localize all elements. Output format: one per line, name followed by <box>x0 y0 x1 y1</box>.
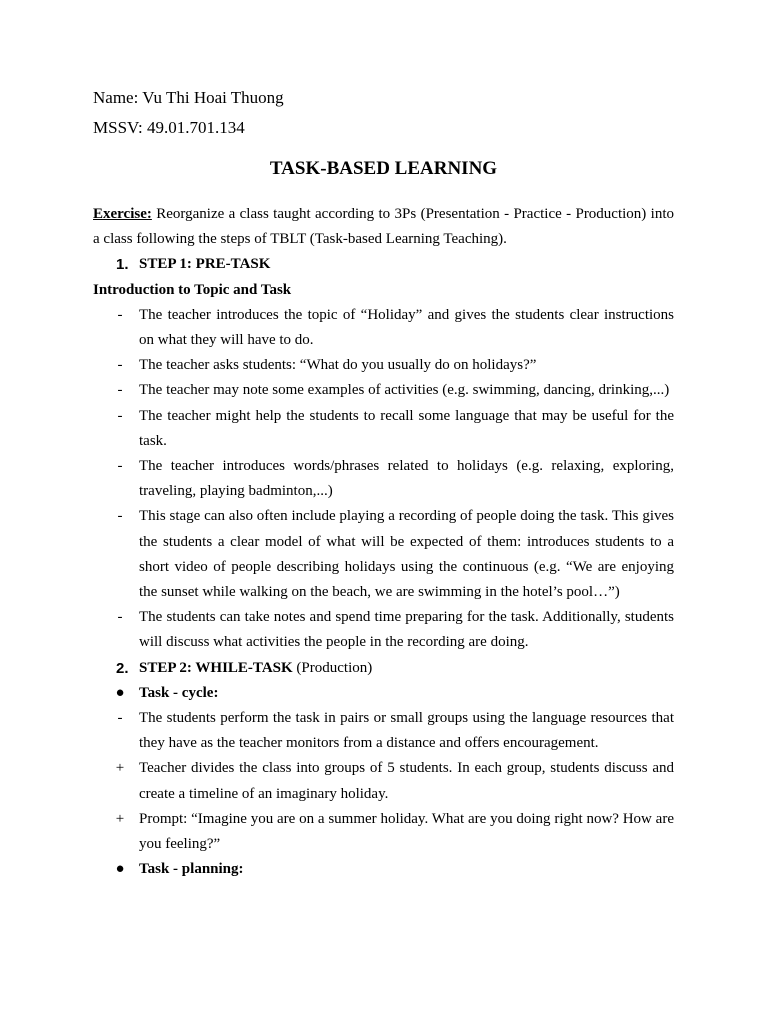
document-body <box>93 202 674 882</box>
list-marker: - <box>117 382 123 399</box>
list-marker: - <box>117 458 123 475</box>
list-marker: - <box>117 710 123 727</box>
list-marker: - <box>117 357 123 374</box>
list-item-text: The teacher introduces the topic of “Holiday” and gives the students clear instructions on what they will have to do. <box>139 306 674 349</box>
list-item-text: The students perform the task in pairs or small groups using the language resources that they have as the teacher monitors from a distance and offers encouragement. <box>139 710 674 752</box>
list-item <box>93 807 674 857</box>
exercise-paragraph <box>93 202 674 252</box>
list-item <box>93 454 674 504</box>
document-title: TASK-BASED LEARNING <box>269 158 498 179</box>
step2-number: 2. <box>116 659 129 677</box>
step2-title-suffix: (Production) <box>292 659 373 676</box>
exercise-label: Exercise: <box>93 206 152 222</box>
task-cycle-label: Task - cycle: <box>139 684 219 701</box>
list-item <box>93 404 674 454</box>
step1-number: 1. <box>116 256 129 274</box>
step2-title: STEP 2: WHILE-TASK <box>139 659 293 676</box>
step1-heading <box>93 252 674 277</box>
step2-heading <box>93 656 674 681</box>
list-item-text: The teacher asks students: “What do you usually do on holidays?” <box>139 357 537 374</box>
list-item-text: Teacher divides the class into groups of 5 students. In each group, students discuss and create a timeline of an imaginary holiday. <box>139 760 674 802</box>
list-item <box>93 504 674 605</box>
list-item-text: The teacher may note some examples of activities (e.g. swimming, dancing, drinking,...) <box>139 382 670 399</box>
list-marker: - <box>117 306 123 323</box>
list-marker: - <box>117 609 123 626</box>
step2-list <box>93 706 674 857</box>
step1-subheading: Introduction to Topic and Task <box>93 281 292 298</box>
list-item <box>93 605 674 655</box>
list-item <box>93 378 674 403</box>
list-item <box>93 706 674 756</box>
list-item-text: Prompt: “Imagine you are on a summer holiday. What are you doing right now? How are you feeling?” <box>139 810 674 853</box>
bullet-marker: ● <box>115 684 125 701</box>
step1-title: STEP 1: PRE-TASK <box>139 256 271 273</box>
student-id: MSSV: 49.01.701.134 <box>93 118 245 137</box>
list-item <box>93 303 674 353</box>
list-marker: + <box>115 810 125 827</box>
task-planning-label: Task - planning: <box>139 861 244 878</box>
list-item-text: This stage can also often include playing a recording of people doing the task. This gives the students a clear model of what will be expected of them: introduces students to a short video of people describing holidays using the continuous (e.g. “We are enjoying the sunset while walking on the beach, we are swimming in the hotel’s pool…”) <box>139 508 674 601</box>
bullet-marker: ● <box>115 861 125 878</box>
list-item-text: The teacher might help the students to recall some language that may be useful for the task. <box>139 407 674 449</box>
list-item <box>93 353 674 378</box>
task-planning-heading <box>93 857 674 882</box>
list-marker: - <box>117 407 123 424</box>
task-cycle-heading <box>93 681 674 706</box>
list-item-text: The students can take notes and spend time preparing for the task. Additionally, students will discuss what activities the people in the recording are doing. <box>139 609 674 651</box>
student-name: Name: Vu Thi Hoai Thuong <box>93 88 284 107</box>
list-marker: + <box>115 760 125 777</box>
step1-list <box>93 303 674 656</box>
list-item-text: The teacher introduces words/phrases related to holidays (e.g. relaxing, exploring, traveling, playing badminton,...) <box>139 458 674 500</box>
exercise-text: Reorganize a class taught according to 3Ps (Presentation - Practice - Production) into a class following the steps of TBLT (Task-based Learning Teaching). <box>93 206 674 248</box>
list-item <box>93 756 674 806</box>
list-marker: - <box>117 508 123 525</box>
